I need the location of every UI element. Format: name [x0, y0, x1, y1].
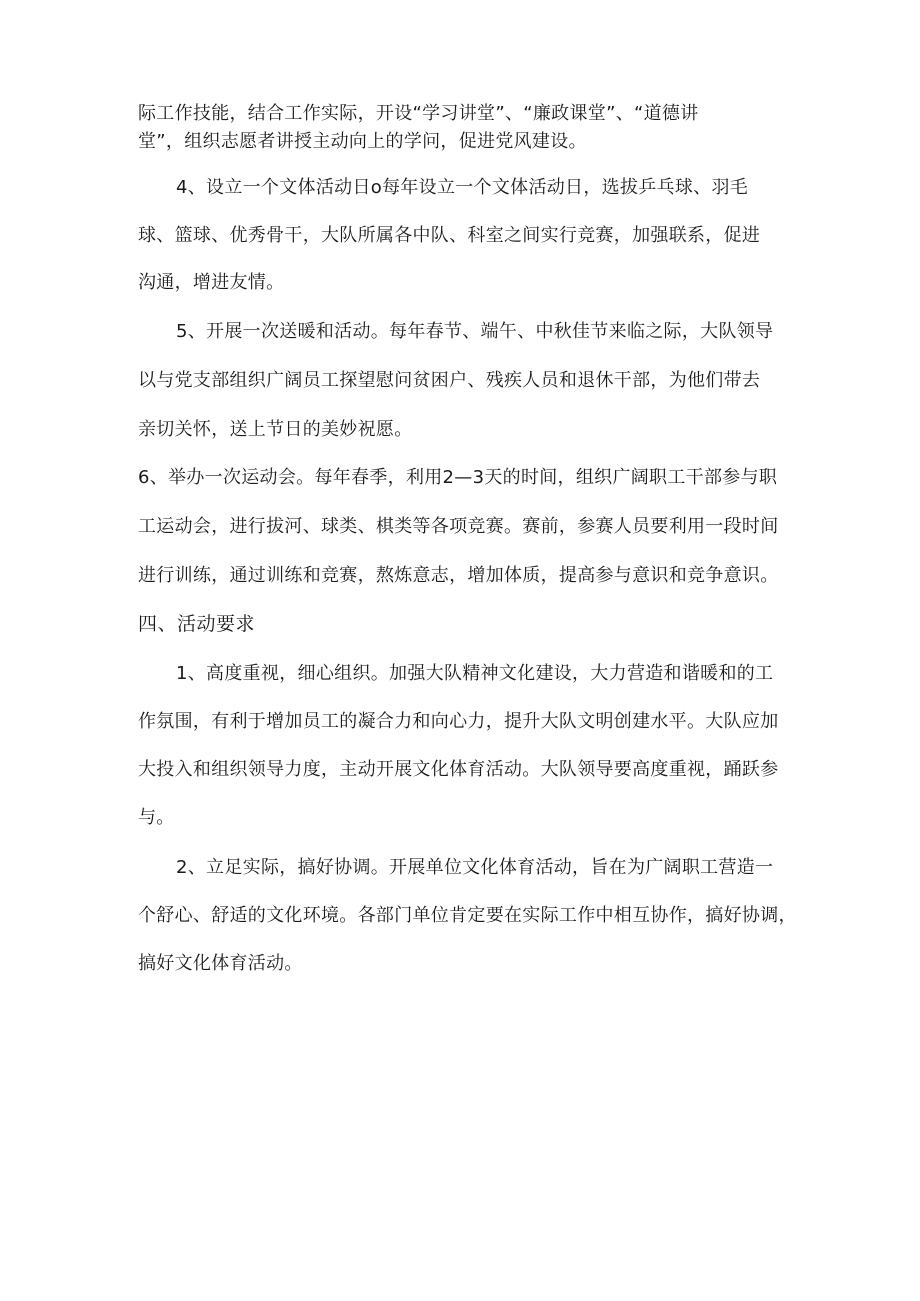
requirement-2-line-2: 个舒心、舒适的文化环境。各部门单位肯定要在实际工作中相互协作，搞好协调，	[138, 905, 797, 926]
paragraph-6-line-2: 工运动会，进行拔河、球类、棋类等各项竞赛。赛前，参赛人员要利用一段时间	[138, 516, 779, 537]
paragraph-4-line-2: 球、篮球、优秀骨干，大队所属各中队、科室之间实行竞赛，加强联系，促进	[138, 225, 761, 246]
requirement-1-line-4: 与。	[138, 807, 175, 828]
paragraph-5-line-3: 亲切关怀，送上节日的美妙祝愿。	[138, 419, 413, 440]
requirement-2-line-1: 2、立足实际，搞好协调。开展单位文化体育活动，旨在为广阔职工营造一	[176, 857, 774, 878]
paragraph-6-line-1: 6、举办一次运动会。每年春季，利用2—3天的时间，组织广阔职工干部参与职	[138, 467, 778, 488]
requirement-1-line-3: 大投入和组织领导力度，主动开展文化体育活动。大队领导要高度重视，踊跃参	[138, 759, 779, 780]
paragraph-intro-line-2: 堂”，组织志愿者讲授主动向上的学问，促进党风建设。	[138, 131, 587, 152]
paragraph-5-line-2: 以与党支部组织广阔员工探望慰问贫困户、残疾人员和退休干部，为他们带去	[138, 370, 761, 391]
section-heading-requirements: 四、活动要求	[138, 613, 256, 635]
paragraph-6-line-3: 进行训练，通过训练和竞赛，熬炼意志，增加体质，提高参与意识和竞争意识。	[138, 565, 779, 586]
requirement-1-line-2: 作氛围，有利于增加员工的凝合力和向心力，提升大队文明创建水平。大队应加	[138, 711, 779, 732]
paragraph-4-line-3: 沟通，增进友情。	[138, 272, 285, 293]
paragraph-4-line-1: 4、设立一个文体活动日o每年设立一个文体活动日，选拔乒乓球、羽毛	[176, 177, 749, 198]
paragraph-5-line-1: 5、开展一次送暖和活动。每年春节、端午、中秋佳节来临之际，大队领导	[176, 321, 774, 342]
paragraph-intro-line-1: 际工作技能，结合工作实际，开设“学习讲堂”、“廉政课堂”、“道德讲	[138, 103, 699, 124]
requirement-1-line-1: 1、高度重视，细心组织。加强大队精神文化建设，大力营造和谐暖和的工	[176, 663, 774, 684]
requirement-2-line-3: 搞好文化体育活动。	[138, 953, 303, 974]
